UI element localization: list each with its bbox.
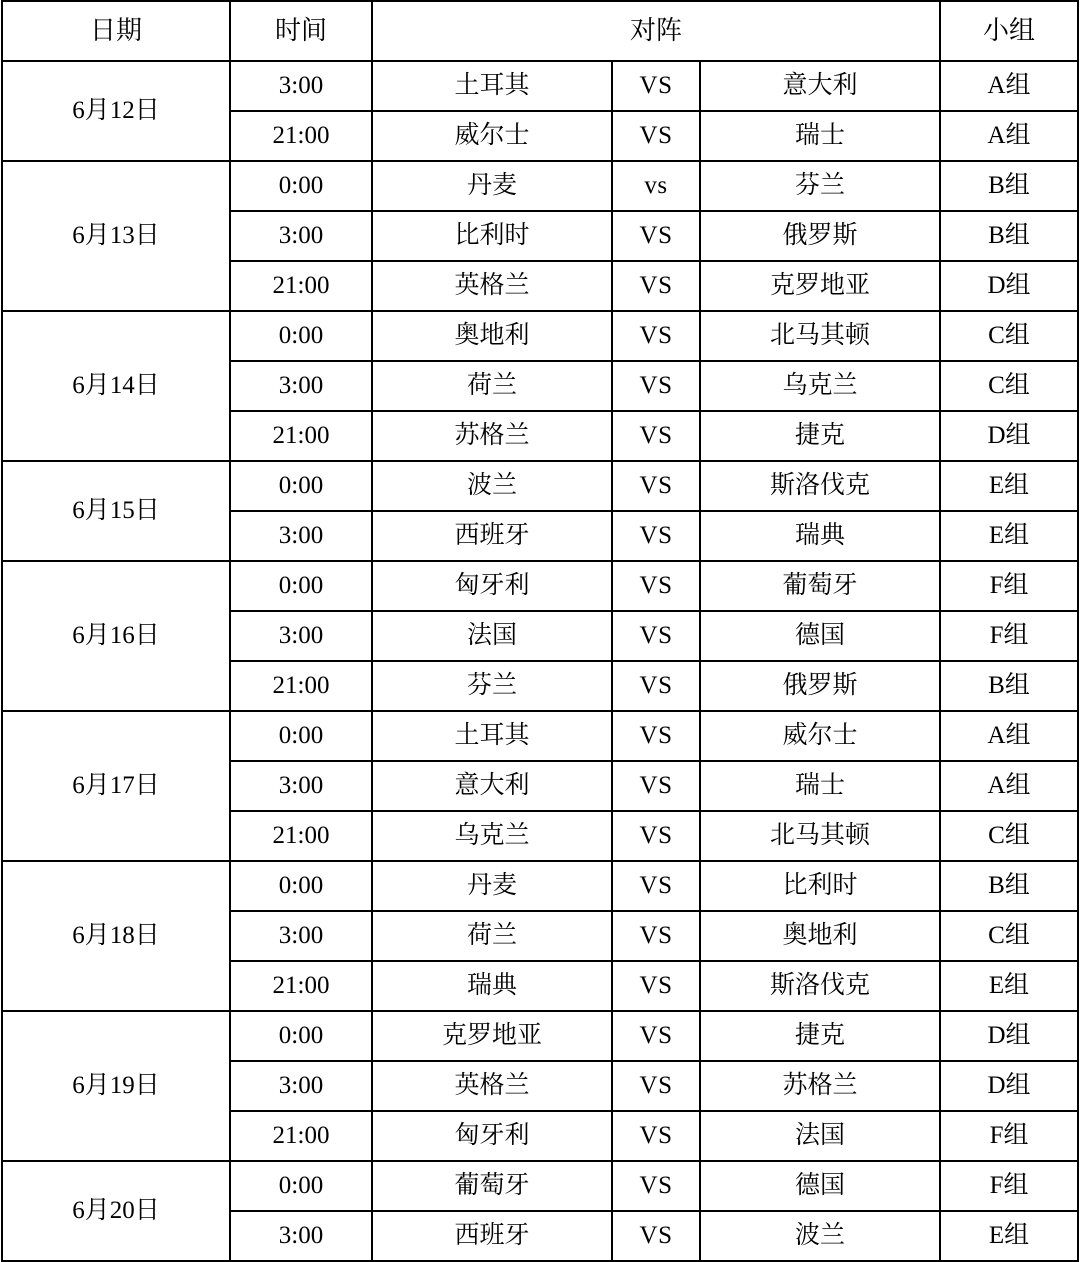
cell-versus: VS (612, 811, 700, 861)
cell-away-team: 威尔士 (700, 711, 940, 761)
cell-home-team: 匈牙利 (372, 561, 612, 611)
cell-versus: VS (612, 311, 700, 361)
cell-away-team: 瑞士 (700, 111, 940, 161)
cell-versus: VS (612, 1111, 700, 1161)
header-date: 日期 (2, 1, 230, 61)
cell-away-team: 俄罗斯 (700, 661, 940, 711)
cell-versus: VS (612, 511, 700, 561)
cell-date: 6月16日 (2, 561, 230, 711)
cell-home-team: 乌克兰 (372, 811, 612, 861)
cell-time: 0:00 (230, 461, 372, 511)
cell-date: 6月13日 (2, 161, 230, 311)
cell-time: 0:00 (230, 311, 372, 361)
cell-date: 6月12日 (2, 61, 230, 161)
cell-group: C组 (940, 911, 1078, 961)
cell-time: 0:00 (230, 561, 372, 611)
cell-date: 6月17日 (2, 711, 230, 861)
cell-versus: vs (612, 161, 700, 211)
cell-away-team: 法国 (700, 1111, 940, 1161)
cell-group: A组 (940, 761, 1078, 811)
cell-home-team: 威尔士 (372, 111, 612, 161)
cell-group: D组 (940, 1011, 1078, 1061)
cell-group: E组 (940, 461, 1078, 511)
cell-time: 3:00 (230, 1061, 372, 1111)
cell-time: 21:00 (230, 661, 372, 711)
header-match: 对阵 (372, 1, 940, 61)
cell-time: 0:00 (230, 1161, 372, 1211)
cell-group: D组 (940, 261, 1078, 311)
cell-versus: VS (612, 111, 700, 161)
cell-time: 3:00 (230, 761, 372, 811)
cell-date: 6月20日 (2, 1161, 230, 1261)
cell-versus: VS (612, 961, 700, 1011)
cell-away-team: 俄罗斯 (700, 211, 940, 261)
cell-time: 3:00 (230, 511, 372, 561)
cell-home-team: 比利时 (372, 211, 612, 261)
cell-versus: VS (612, 211, 700, 261)
cell-home-team: 奥地利 (372, 311, 612, 361)
table-row (2, 61, 1078, 111)
cell-home-team: 丹麦 (372, 861, 612, 911)
cell-group: A组 (940, 111, 1078, 161)
cell-away-team: 葡萄牙 (700, 561, 940, 611)
cell-home-team: 芬兰 (372, 661, 612, 711)
cell-home-team: 意大利 (372, 761, 612, 811)
cell-group: E组 (940, 961, 1078, 1011)
cell-time: 21:00 (230, 1111, 372, 1161)
cell-home-team: 匈牙利 (372, 1111, 612, 1161)
table-row (2, 861, 1078, 911)
cell-home-team: 英格兰 (372, 1061, 612, 1111)
table-row (2, 161, 1078, 211)
cell-group: C组 (940, 811, 1078, 861)
header-group: 小组 (940, 1, 1078, 61)
cell-away-team: 苏格兰 (700, 1061, 940, 1111)
cell-versus: VS (612, 761, 700, 811)
cell-versus: VS (612, 261, 700, 311)
cell-time: 0:00 (230, 161, 372, 211)
cell-versus: VS (612, 661, 700, 711)
cell-away-team: 乌克兰 (700, 361, 940, 411)
cell-time: 21:00 (230, 961, 372, 1011)
cell-versus: VS (612, 361, 700, 411)
cell-time: 0:00 (230, 1011, 372, 1061)
cell-away-team: 瑞典 (700, 511, 940, 561)
table-row (2, 311, 1078, 361)
table-header-row (2, 1, 1078, 61)
cell-time: 0:00 (230, 711, 372, 761)
table-row (2, 1161, 1078, 1211)
cell-date: 6月15日 (2, 461, 230, 561)
cell-date: 6月14日 (2, 311, 230, 461)
cell-home-team: 丹麦 (372, 161, 612, 211)
cell-away-team: 捷克 (700, 411, 940, 461)
cell-versus: VS (612, 861, 700, 911)
cell-versus: VS (612, 1211, 700, 1261)
cell-time: 21:00 (230, 411, 372, 461)
cell-time: 3:00 (230, 1211, 372, 1261)
cell-group: B组 (940, 161, 1078, 211)
cell-versus: VS (612, 711, 700, 761)
cell-versus: VS (612, 61, 700, 111)
cell-away-team: 德国 (700, 611, 940, 661)
cell-group: E组 (940, 511, 1078, 561)
cell-time: 21:00 (230, 111, 372, 161)
cell-group: D组 (940, 1061, 1078, 1111)
cell-home-team: 西班牙 (372, 1211, 612, 1261)
cell-versus: VS (612, 1061, 700, 1111)
cell-group: B组 (940, 861, 1078, 911)
cell-group: F组 (940, 1161, 1078, 1211)
cell-away-team: 瑞士 (700, 761, 940, 811)
cell-home-team: 苏格兰 (372, 411, 612, 461)
cell-versus: VS (612, 1011, 700, 1061)
cell-away-team: 斯洛伐克 (700, 461, 940, 511)
cell-date: 6月18日 (2, 861, 230, 1011)
cell-time: 3:00 (230, 611, 372, 661)
cell-versus: VS (612, 611, 700, 661)
cell-group: F组 (940, 1111, 1078, 1161)
cell-time: 3:00 (230, 911, 372, 961)
cell-home-team: 西班牙 (372, 511, 612, 561)
table-body (2, 61, 1078, 1261)
cell-versus: VS (612, 1161, 700, 1211)
cell-time: 0:00 (230, 861, 372, 911)
cell-away-team: 北马其顿 (700, 811, 940, 861)
table-row (2, 711, 1078, 761)
cell-home-team: 英格兰 (372, 261, 612, 311)
cell-group: C组 (940, 361, 1078, 411)
cell-home-team: 瑞典 (372, 961, 612, 1011)
cell-away-team: 捷克 (700, 1011, 940, 1061)
cell-away-team: 德国 (700, 1161, 940, 1211)
cell-away-team: 克罗地亚 (700, 261, 940, 311)
match-schedule-table (1, 0, 1079, 1262)
table-row (2, 1011, 1078, 1061)
cell-away-team: 意大利 (700, 61, 940, 111)
cell-group: E组 (940, 1211, 1078, 1261)
cell-group: F组 (940, 611, 1078, 661)
cell-group: D组 (940, 411, 1078, 461)
cell-home-team: 荷兰 (372, 911, 612, 961)
cell-date: 6月19日 (2, 1011, 230, 1161)
cell-group: A组 (940, 61, 1078, 111)
cell-group: B组 (940, 211, 1078, 261)
cell-group: A组 (940, 711, 1078, 761)
cell-group: B组 (940, 661, 1078, 711)
cell-time: 21:00 (230, 811, 372, 861)
cell-group: F组 (940, 561, 1078, 611)
table-row (2, 561, 1078, 611)
cell-group: C组 (940, 311, 1078, 361)
table-row (2, 461, 1078, 511)
cell-away-team: 比利时 (700, 861, 940, 911)
cell-home-team: 波兰 (372, 461, 612, 511)
cell-home-team: 荷兰 (372, 361, 612, 411)
cell-away-team: 波兰 (700, 1211, 940, 1261)
header-time: 时间 (230, 1, 372, 61)
cell-versus: VS (612, 461, 700, 511)
cell-home-team: 土耳其 (372, 711, 612, 761)
cell-versus: VS (612, 561, 700, 611)
cell-time: 3:00 (230, 61, 372, 111)
cell-time: 21:00 (230, 261, 372, 311)
cell-versus: VS (612, 411, 700, 461)
cell-away-team: 北马其顿 (700, 311, 940, 361)
cell-time: 3:00 (230, 361, 372, 411)
cell-versus: VS (612, 911, 700, 961)
cell-home-team: 法国 (372, 611, 612, 661)
cell-away-team: 斯洛伐克 (700, 961, 940, 1011)
cell-home-team: 克罗地亚 (372, 1011, 612, 1061)
cell-away-team: 奥地利 (700, 911, 940, 961)
cell-home-team: 土耳其 (372, 61, 612, 111)
cell-away-team: 芬兰 (700, 161, 940, 211)
cell-home-team: 葡萄牙 (372, 1161, 612, 1211)
cell-time: 3:00 (230, 211, 372, 261)
